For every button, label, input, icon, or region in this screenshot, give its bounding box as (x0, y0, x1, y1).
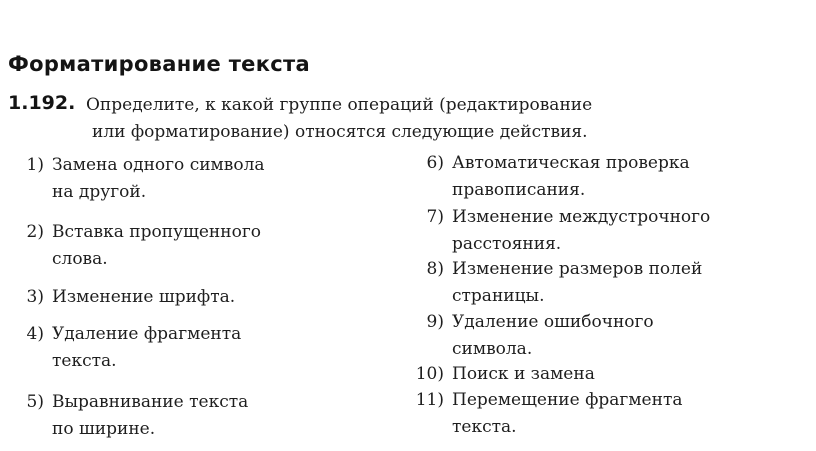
item-text-line: слова. (52, 249, 108, 269)
item-text-line: по ширине. (52, 419, 156, 439)
item-number: 4) (26, 324, 44, 344)
item-text-line: символа. (452, 339, 533, 359)
task-number: 1.192. (8, 92, 76, 114)
item-number: 2) (26, 222, 44, 242)
task-text-line-1: Определите, к какой группе операций (редактирование (86, 95, 593, 115)
item-text-line: Выравнивание текста (52, 392, 249, 412)
item-number: 11) (415, 390, 444, 410)
item-number: 7) (426, 207, 444, 227)
item-text-line: правописания. (452, 180, 586, 200)
item-number: 8) (426, 259, 444, 279)
item-number: 9) (426, 312, 444, 332)
item-text-line: расстояния. (452, 234, 562, 254)
item-number: 5) (26, 392, 44, 412)
item-text-line: Поиск и замена (452, 364, 595, 384)
item-text-line: текста. (452, 417, 517, 437)
section-heading: Форматирование текста (8, 52, 310, 76)
item-text-line: Перемещение фрагмента (452, 390, 683, 410)
item-text-line: Изменение размеров полей (452, 259, 703, 279)
item-number: 3) (26, 287, 44, 307)
item-text-line: текста. (52, 351, 117, 371)
item-text-line: Замена одного символа (52, 155, 265, 175)
item-number: 6) (426, 153, 444, 173)
item-text-line: Удаление ошибочного (452, 312, 654, 332)
item-number: 10) (415, 364, 444, 384)
item-text-line: Изменение междустрочного (452, 207, 711, 227)
item-text-line: на другой. (52, 182, 147, 202)
item-text-line: Удаление фрагмента (52, 324, 242, 344)
task-text-line-2: или форматирование) относятся следующие действия. (92, 122, 588, 142)
item-text-line: Автоматическая проверка (452, 153, 690, 173)
item-text-line: Изменение шрифта. (52, 287, 236, 307)
item-text-line: Вставка пропущенного (52, 222, 261, 242)
item-text-line: страницы. (452, 286, 545, 306)
item-number: 1) (26, 155, 44, 175)
